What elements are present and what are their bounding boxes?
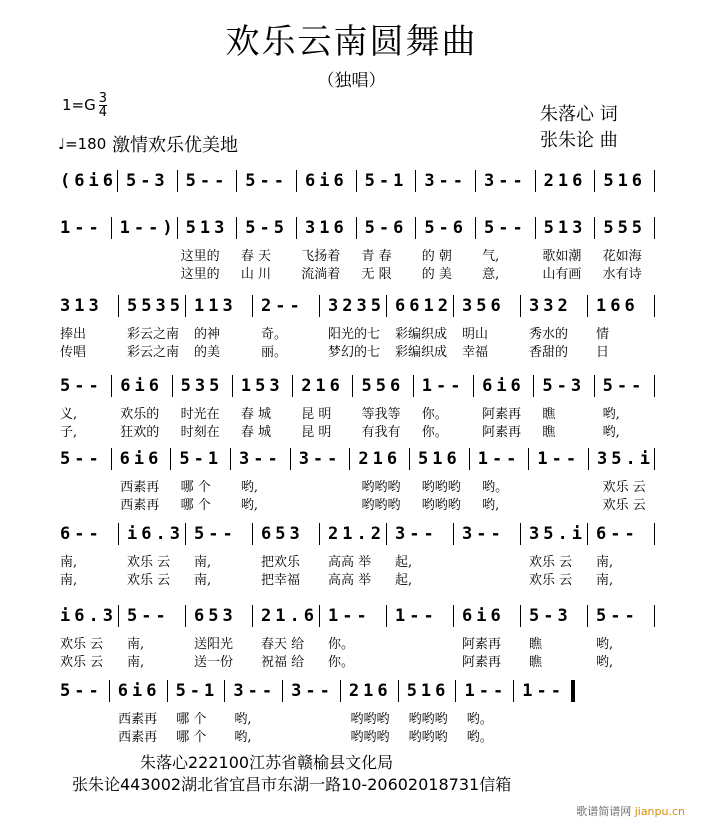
lyric-syllables: 祝福 给 [261,655,305,670]
lyric-syllables: 等我等 [361,407,401,422]
measure: 5-- [237,170,297,192]
lyric-line [52,421,655,440]
lyric-syllables: 西素再 [120,498,160,513]
lyric-syllables [454,569,521,588]
measure: (6i6 [52,170,118,192]
lyric-syllables [517,708,575,727]
staff-row [52,448,655,470]
measure: 5-6 [416,217,476,239]
lyric-syllables: 哟哟哟 [350,712,390,727]
lyric-syllables: 哪 个 [180,480,211,495]
lyric-syllables: 哪 个 [176,730,207,745]
lyric-syllables: 这里的 [180,249,220,264]
lyric-syllables: 欢乐 云 [529,555,573,570]
lyric-syllables: 捧出 [60,327,87,342]
measure: 21.6 [253,605,320,627]
lyric-syllables: 香甜的 [529,345,569,360]
lyric-syllables: 阿素再 [482,425,522,440]
lyric-syllables: 瞧 [542,407,556,422]
measure: 3-- [291,448,351,470]
lyric-syllables: 青 春 [361,249,392,264]
measure: 2-- [253,295,320,317]
measure: 5-1 [357,170,417,192]
time-top: 3 [98,91,108,106]
lyric-syllables: 南, [127,637,145,652]
lyric-syllables: 南, [127,655,145,670]
measure: 216 [341,680,399,702]
lyric-syllables: 欢乐 云 [127,573,171,588]
measure: 5-- [119,605,186,627]
key-label: 1=G [62,96,96,114]
lyric-syllables [52,263,112,282]
lyric-syllables [52,245,112,264]
lyric-syllables: 欢乐的 [120,407,160,422]
lyric-syllables: 哟哟哟 [361,480,401,495]
lyric-syllables: 欢乐 云 [529,573,573,588]
lyric-syllables: 哟, [602,407,620,422]
lyric-syllables: 哟, [234,730,252,745]
measure: 1-- [456,680,514,702]
lyric-syllables: 瞧 [529,637,543,652]
lyric-syllables: 的 朝 [421,249,452,264]
lyric-syllables: 无 限 [361,267,392,282]
measure: 1-- [414,375,474,397]
measure: 6i6 [112,375,172,397]
measure: 5-- [186,523,253,545]
lyric-syllables: 哟, [596,637,614,652]
lyric-syllables [293,476,353,495]
measure: 6612 [387,295,454,317]
lyric-syllables: 哟哟哟 [350,730,390,745]
measure: 6-- [52,523,119,545]
measure: 1-- [514,680,575,702]
measure: 356 [454,295,521,317]
lyric-syllables: 哪 个 [176,712,207,727]
credits [540,102,618,154]
measure: 3-- [476,170,536,192]
lyric-syllables: 你。 [421,425,448,440]
lyric-syllables: 彩编织成 [395,345,448,360]
lyric-line [52,551,655,570]
lyric-syllables: 高高 举 [328,573,372,588]
measure: 1-- [52,217,112,239]
time-signature [99,92,107,119]
lyric-syllables: 昆 明 [301,407,332,422]
lyric-syllables: 哟。 [466,712,493,727]
measure: 653 [186,605,253,627]
measure: 513 [178,217,238,239]
lyric-syllables: 起, [395,573,413,588]
lyric-syllables: 哟, [596,655,614,670]
lyric-syllables: 送一份 [194,655,234,670]
lyric-syllables: 彩云之南 [127,327,180,342]
lyric-syllables: 花如海 [602,249,642,264]
lyric-syllables: 日 [596,345,610,360]
measure: 5-- [588,605,655,627]
measure: 3-- [225,680,283,702]
lyric-syllables: 阳光的七 [328,327,381,342]
footer-line-1: 朱落心222100江苏省赣榆县文化局 [140,753,394,772]
measure: 3-- [283,680,341,702]
lyric-syllables: 山 川 [240,267,272,282]
lyric-syllables: 山有画 [542,267,582,282]
lyric-syllables: 丽。 [261,345,288,360]
lyric-syllables: 狂欢的 [120,425,160,440]
song-title: 欢乐云南圆舞曲 [225,22,478,62]
lyric-line [52,708,575,727]
lyric-syllables: 西素再 [120,480,160,495]
lyric-syllables: 飞扬着 [301,249,341,264]
measure: 5-3 [118,170,178,192]
lyric-line [52,476,655,495]
measure: 6i6 [297,170,357,192]
lyric-syllables: 西素再 [118,712,158,727]
lyric-syllables: 南, [60,555,78,570]
lyric-syllables [293,494,353,513]
lyric-syllables: 歌如潮 [542,249,582,264]
lyric-syllables: 哟。 [466,730,493,745]
measure: 653 [253,523,320,545]
lyric-syllables [52,708,110,727]
expression-mark: 激情欢乐优美地 [112,135,238,156]
lyric-line [52,245,655,264]
lyric-syllables [517,726,575,745]
staff-row [52,680,575,702]
staff-row [52,605,655,627]
measure: 5-- [595,375,655,397]
lyric-syllables [534,476,594,495]
measure: 3-- [387,523,454,545]
measure: 3-- [454,523,521,545]
lyric-syllables: 幸福 [462,345,489,360]
measure: 513 [536,217,596,239]
lyric-syllables: 水有诗 [602,267,642,282]
lyric-syllables: 时光在 [180,407,220,422]
lyric-line [52,726,575,745]
lyric-syllables [454,551,521,570]
measure: 5-- [178,170,238,192]
lyric-syllables: 哟, [234,712,252,727]
lyric-syllables: 的美 [194,345,221,360]
lyric-syllables: 南, [60,573,78,588]
watermark [576,803,685,819]
lyric-syllables: 南, [194,555,212,570]
lyric-syllables: 奇。 [261,327,288,342]
lyric-syllables: 意, [482,267,500,282]
lyric-line [52,494,655,513]
lyric-syllables: 西素再 [118,730,158,745]
footer-addresses [0,752,703,796]
lyric-syllables [534,494,594,513]
lyric-syllables: 南, [596,573,614,588]
measure: 3235 [320,295,387,317]
lyric-syllables [387,651,454,670]
measure: 5-1 [171,448,231,470]
lyric-syllables: 送阳光 [194,637,234,652]
lyric-syllables: 的神 [194,327,221,342]
measure: 6i6 [112,448,172,470]
lyric-syllables: 哟, [602,425,620,440]
lyric-syllables: 哟哟哟 [408,712,448,727]
measure: 555 [595,217,655,239]
lyric-syllables [112,263,172,282]
lyric-syllables: 欢乐 云 [127,555,171,570]
lyric-syllables: 你。 [328,655,355,670]
staff-row [52,523,655,545]
lyric-syllables: 明山 [462,327,489,342]
watermark-domain: jianpu.cn [634,805,685,818]
lyric-syllables [284,708,342,727]
measure: 1-- [529,448,589,470]
measure: 21.2 [320,523,387,545]
staff-row [52,295,655,317]
lyric-syllables: 你。 [328,637,355,652]
lyric-syllables: 春 天 [240,249,272,264]
lyric-syllables: 流淌着 [301,267,341,282]
lyric-syllables: 哟哟哟 [421,480,461,495]
lyric-syllables: 春 城 [240,407,272,422]
measure: 5-- [52,680,110,702]
lyric-syllables: 你。 [421,407,448,422]
lyric-line [52,263,655,282]
lyric-syllables: 欢乐 云 [60,655,104,670]
lyric-syllables: 哟。 [482,480,509,495]
lyric-syllables: 阿素再 [482,407,522,422]
lyric-syllables: 哟, [240,498,259,513]
lyric-syllables: 的 美 [421,267,452,282]
lyric-syllables: 哟哟哟 [361,498,401,513]
lyric-line [52,323,655,342]
watermark-text: 歌谱简谱网 [576,805,632,818]
lyric-syllables: 起, [395,555,413,570]
lyric-syllables: 时刻在 [180,425,220,440]
measure: 166 [588,295,655,317]
measure: 5535 [119,295,186,317]
lyric-syllables: 欢乐 云 [60,637,104,652]
lyric-syllables: 传唱 [60,345,87,360]
measure: 153 [233,375,293,397]
measure: 332 [521,295,588,317]
lyric-syllables: 把幸福 [261,573,301,588]
measure: 313 [52,295,119,317]
measure: 6i6 [454,605,521,627]
composer: 张朱论 曲 [540,130,618,151]
subtitle: （独唱） [317,71,386,91]
measure: 316 [297,217,357,239]
measure: 556 [353,375,413,397]
measure: 516 [399,680,457,702]
lyric-syllables: 春天 给 [261,637,305,652]
measure: 1--) [112,217,178,239]
measure: 1-- [387,605,454,627]
lyric-syllables: 高高 举 [328,555,372,570]
lyric-syllables [52,476,112,495]
measure: 5-3 [521,605,588,627]
measure: 216 [293,375,353,397]
lyric-line [52,341,655,360]
lyric-line [52,633,655,652]
measure: 1-- [470,448,530,470]
lyric-line [52,403,655,422]
staff-row [52,170,655,192]
tempo-mark: ♩=180 [58,135,107,153]
lyric-syllables [52,726,110,745]
lyric-syllables: 昆 明 [301,425,332,440]
measure: 216 [350,448,410,470]
measure: 3-- [416,170,476,192]
measure: 216 [536,170,596,192]
lyric-syllables: 气, [482,249,500,264]
lyric-syllables: 阿素再 [462,655,502,670]
measure: 5-- [52,448,112,470]
staff-row [52,217,655,239]
measure: i6.3 [52,605,119,627]
lyric-syllables: 欢乐 云 [602,480,646,495]
footer-line-2: 张朱论443002湖北省宜昌市东湖一路10-20602018731信箱 [72,775,512,794]
lyric-syllables: 把欢乐 [261,555,301,570]
measure: 35.i [521,523,588,545]
measure: 516 [595,170,655,192]
lyric-syllables: 哟, [482,498,500,513]
measure: 1-- [320,605,387,627]
measure: 535 [173,375,233,397]
lyric-syllables [52,494,112,513]
lyric-syllables: 春 城 [240,425,272,440]
lyric-syllables: 哟哟哟 [421,498,461,513]
lyricist: 朱落心 词 [540,104,618,125]
staff-row [52,375,655,397]
lyric-syllables [284,726,342,745]
measure: 5-- [52,375,112,397]
lyric-syllables: 瞧 [542,425,556,440]
measure: 113 [186,295,253,317]
lyric-syllables [387,633,454,652]
measure: 5-5 [237,217,297,239]
measure: 516 [410,448,470,470]
lyric-syllables: 南, [194,573,212,588]
measure: 6i6 [110,680,168,702]
lyric-syllables: 南, [596,555,614,570]
lyric-syllables: 哪 个 [180,498,211,513]
lyric-syllables: 梦幻的七 [328,345,381,360]
lyric-syllables: 彩编织成 [395,327,448,342]
measure: i6.3 [119,523,186,545]
measure: 5-6 [357,217,417,239]
key-signature [62,92,107,119]
lyric-line [52,569,655,588]
lyric-syllables: 这里的 [180,267,220,282]
time-bottom: 4 [98,105,108,120]
lyric-line [52,651,655,670]
measure: 6-- [588,523,655,545]
measure: 5-- [476,217,536,239]
lyric-syllables: 阿素再 [462,637,502,652]
lyric-syllables: 哟, [240,480,259,495]
lyric-syllables: 瞧 [529,655,543,670]
lyric-syllables: 欢乐 云 [602,498,646,513]
lyric-syllables: 秀水的 [529,327,569,342]
lyric-syllables: 义, [60,407,78,422]
measure: 5-3 [534,375,594,397]
lyric-syllables [112,245,172,264]
measure: 6i6 [474,375,534,397]
measure: 3-- [231,448,291,470]
lyric-syllables: 有我有 [361,425,401,440]
lyric-syllables: 彩云之南 [127,345,180,360]
lyric-syllables: 哟哟哟 [408,730,448,745]
lyric-syllables: 情 [596,327,610,342]
measure: 35.i [589,448,655,470]
lyric-syllables: 子, [60,425,78,440]
measure: 5-1 [168,680,226,702]
